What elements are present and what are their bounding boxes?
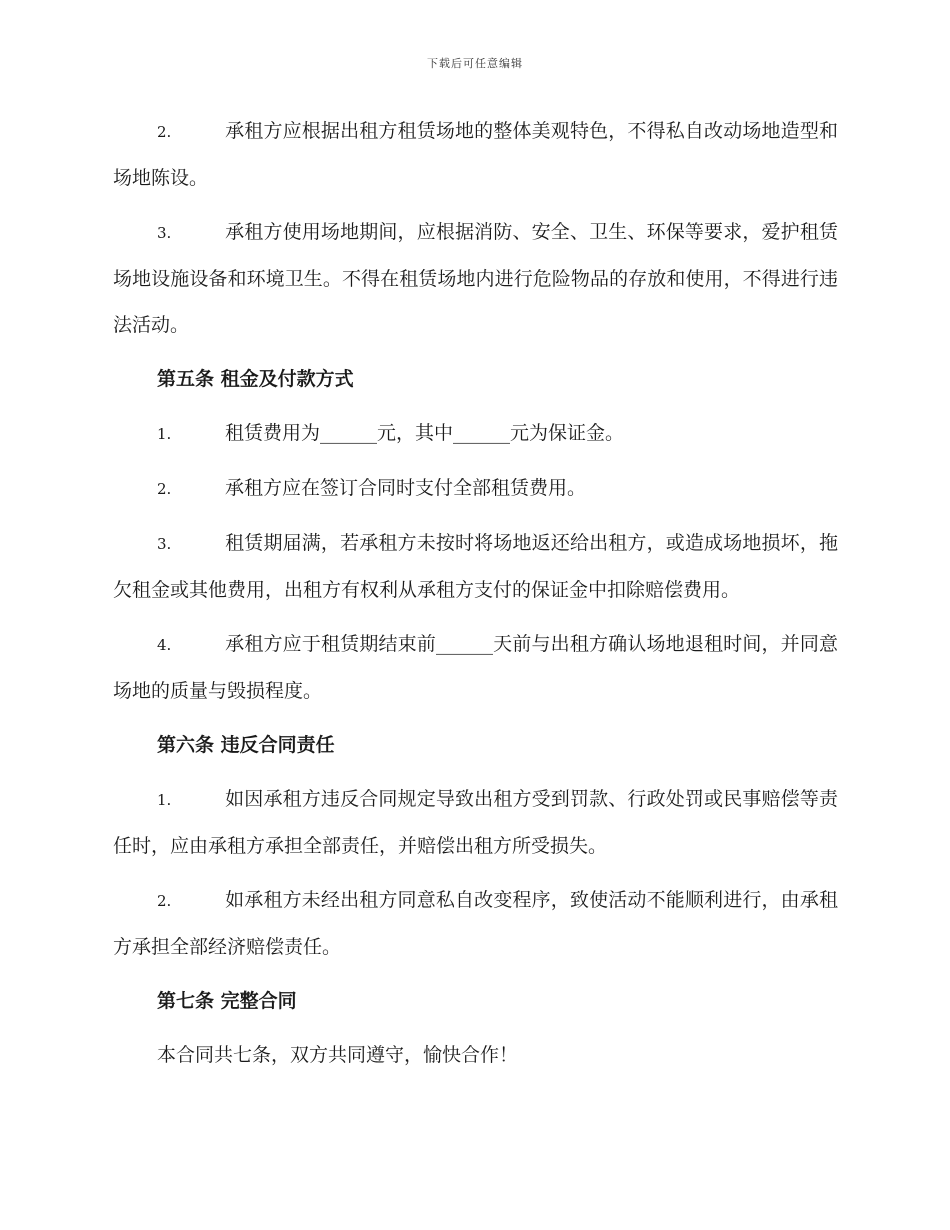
clause-item (113, 520, 838, 613)
clause-item (113, 410, 838, 457)
clause-text: 承租方应于租赁期结束前______天前与出租方确认场地退租时间，并同意场地的质量与毁损程度。 (113, 633, 838, 702)
clause-number: 2. (157, 123, 172, 141)
section-heading-5: 第五条 租金及付款方式 (157, 368, 354, 390)
clause-text: 承租方应根据出租方租赁场地的整体美观特色，不得私自改动场地造型和场地陈设。 (113, 120, 838, 189)
clause-number: 2. (157, 480, 172, 498)
clause-text: 承租方使用场地期间，应根据消防、安全、卫生、环保等要求，爱护租赁场地设施设备和环境卫生。不得在租赁场地内进行危险物品的存放和使用，不得进行违法活动。 (113, 221, 838, 336)
clause-number: 4. (157, 636, 172, 654)
clause-item (113, 465, 838, 512)
clause-item (113, 108, 838, 201)
section-heading-6: 第六条 违反合同责任 (157, 734, 335, 756)
document-body (113, 108, 838, 1078)
clause-text: 租赁费用为______元，其中______元为保证金。 (225, 422, 625, 444)
clause-number: 1. (157, 791, 172, 809)
clause-text: 租赁期届满，若承租方未按时将场地返还给出租方，或造成场地损坏，拖欠租金或其他费用，出租方有权利从承租方支付的保证金中扣除赔偿费用。 (113, 532, 838, 601)
header-note: 下载后可任意编辑 (427, 57, 523, 70)
clause-item (113, 209, 838, 348)
clause-number: 2. (157, 892, 172, 910)
clause-item (113, 621, 838, 714)
clause-item (113, 776, 838, 869)
clause-text: 如因承租方违反合同规定导致出租方受到罚款、行政处罚或民事赔偿等责任时，应由承租方承担全部责任，并赔偿出租方所受损失。 (113, 788, 838, 857)
section-heading-7: 第七条 完整合同 (157, 990, 297, 1012)
clause-number: 1. (157, 425, 172, 443)
clause-text: 如承租方未经出租方同意私自改变程序，致使活动不能顺利进行，由承租方承担全部经济赔偿责任。 (113, 889, 838, 958)
clause-item (113, 877, 838, 970)
closing-statement: 本合同共七条，双方共同遵守，愉快合作！ (157, 1044, 519, 1066)
clause-number: 3. (157, 224, 172, 242)
clause-text: 承租方应在签订合同时支付全部租赁费用。 (225, 477, 587, 499)
clause-number: 3. (157, 535, 172, 553)
